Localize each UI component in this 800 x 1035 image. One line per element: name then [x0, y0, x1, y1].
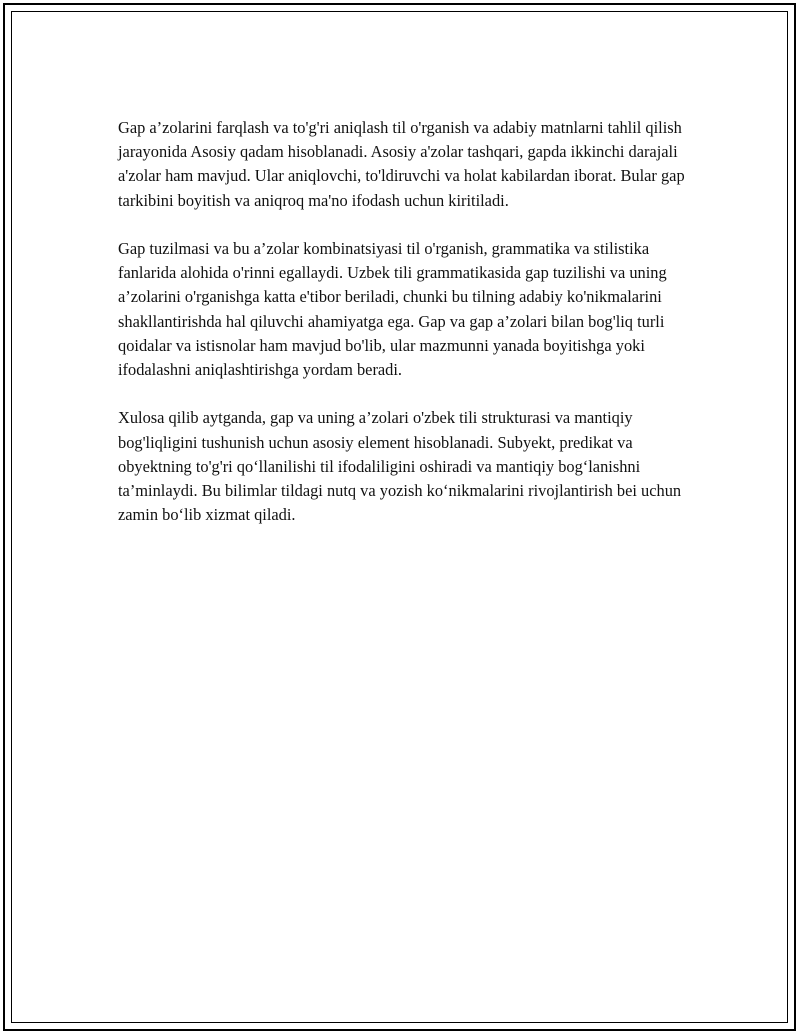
paragraph-3: Xulosa qilib aytganda, gap va uning a’zolari o'zbek tili strukturasi va mantiqiy bog'liqligini tushunish uchun asosiy element hisoblanadi. Subyekt, predikat va obyektning to'g'ri qo‘llanilishi til ifodaliligini oshiradi va mantiqiy bog‘lanishni ta’minlaydi. Bu bilimlar tildagi nutq va yozish ko‘nikmalarini rivojlantirish bei uchun zamin bo‘lib xizmat qiladi.	[118, 408, 682, 525]
paragraph-2: Gap tuzilmasi va bu a’zolar kombinatsiyasi til o'rganish, grammatika va stilistika fanlarida alohida o'rinni egallaydi. Uzbek tili grammatikasida gap tuzilishi va uning a’zolarini o'rganishga katta e'tibor beriladi, chunki bu tilning adabiy ko'nikmalarini shakllantirishda hal qiluvchi ahamiyatga ega. Gap va gap a’zolari bilan bog'liq turli qoidalar va istisnolar ham mavjud bo'lib, ular mazmunni yanada boyitishga yoki ifodalashni aniqlashtirishga yordam beradi.	[118, 239, 667, 380]
document-body	[118, 116, 690, 552]
paragraph-1: Gap a’zolarini farqlash va to'g'ri aniqlash til o'rganish va adabiy matnlarni tahlil qilish jarayonida Asosiy qadam hisoblanadi. Asosiy a'zolar tashqari, gapda ikkinchi darajali a'zolar ham mavjud. Ular aniqlovchi, to'ldiruvchi va holat kabilardan iborat. Bular gap tarkibini boyitish va aniqroq ma'no ifodash uchun kiritiladi.	[118, 118, 685, 210]
